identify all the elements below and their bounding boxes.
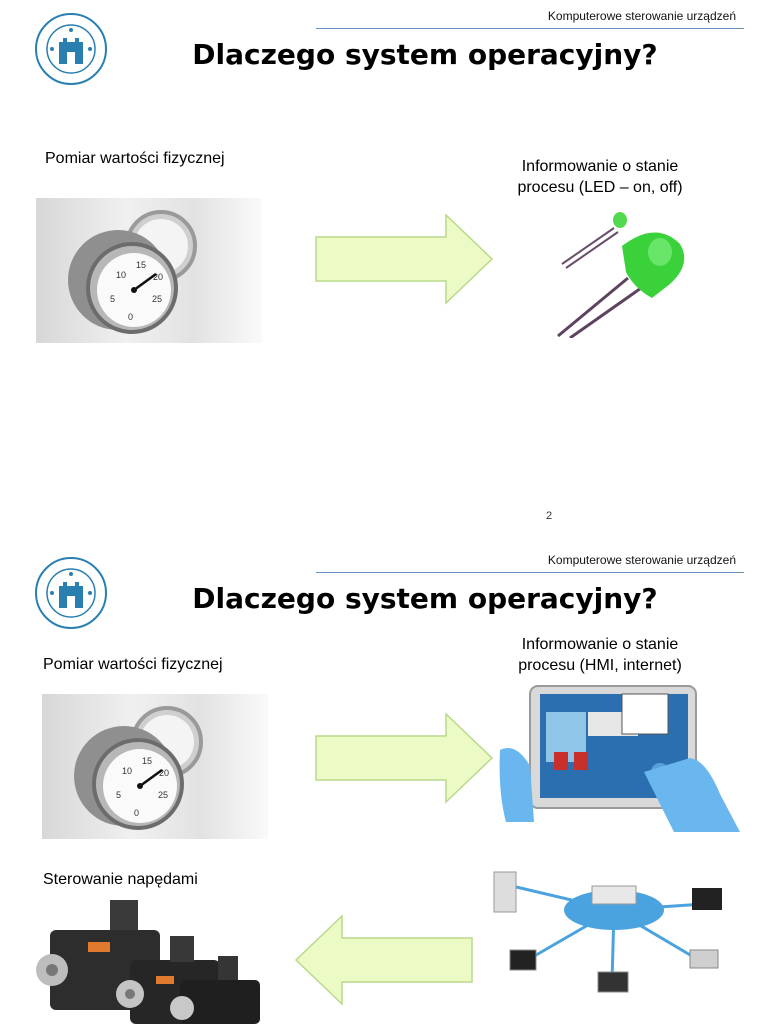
gauge-icon (36, 198, 262, 343)
header-course-name: Komputerowe sterowanie urządzeń (547, 553, 736, 567)
slide-2 (0, 544, 768, 1024)
svg-text:25: 25 (158, 790, 169, 800)
servo-motors-icon (30, 890, 266, 1024)
svg-text:25: 25 (152, 294, 163, 304)
status-label-line2: procesu (LED – on, off) (517, 179, 683, 196)
svg-text:5: 5 (116, 790, 122, 800)
arrow-right-icon (314, 213, 494, 305)
svg-text:15: 15 (136, 260, 147, 270)
slide-title: Dlaczego system operacyjny? (192, 582, 658, 615)
status-label (484, 156, 716, 198)
status-label-line2: procesu (HMI, internet) (518, 657, 682, 674)
hmi-tablet-icon (494, 682, 744, 832)
green-led-icon (556, 206, 692, 338)
gauge-photo (42, 694, 268, 839)
status-label (484, 634, 716, 676)
header-divider (316, 28, 744, 29)
network-hub-icon (484, 864, 744, 1014)
svg-text:5: 5 (110, 294, 116, 304)
svg-text:0: 0 (128, 312, 134, 322)
status-label-line1: Informowanie o stanie (521, 636, 679, 653)
measurement-label: Pomiar wartości fizycznej (43, 656, 223, 673)
arrow-left-icon (294, 914, 474, 1006)
gauge-photo (36, 198, 262, 343)
header-course-name: Komputerowe sterowanie urządzeń (547, 9, 736, 23)
drives-control-label: Sterowanie napędami (43, 871, 198, 888)
svg-text:0: 0 (134, 808, 140, 818)
svg-text:15: 15 (142, 756, 153, 766)
arrow-right-icon (314, 712, 494, 804)
header-divider (316, 572, 744, 573)
page-number: 2 (546, 510, 553, 522)
gauge-icon (42, 694, 268, 839)
measurement-label: Pomiar wartości fizycznej (45, 150, 225, 167)
svg-text:10: 10 (122, 766, 133, 776)
svg-text:20: 20 (159, 768, 170, 778)
svg-text:20: 20 (153, 272, 164, 282)
slide-title: Dlaczego system operacyjny? (192, 38, 658, 71)
svg-text:10: 10 (116, 270, 127, 280)
status-label-line1: Informowanie o stanie (521, 158, 679, 175)
